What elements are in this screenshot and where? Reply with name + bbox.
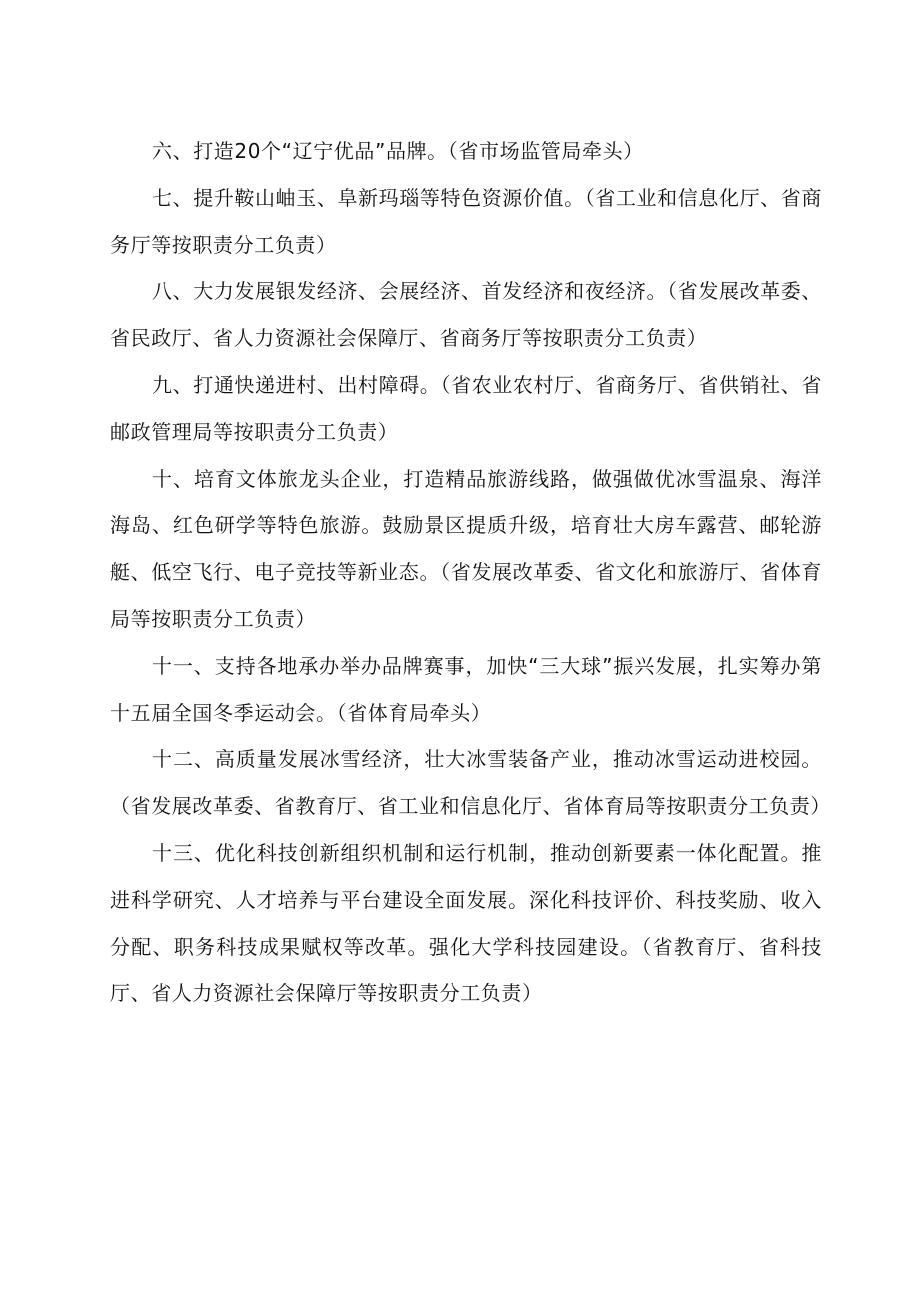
paragraph-item-12: 十二、高质量发展冰雪经济，壮大冰雪装备产业，推动冰雪运动进校园。（省发展改革委、省教育厅、省工业和信息化厅、省体育局等按职责分工负责） — [110, 747, 831, 819]
paragraph-item-8: 八、大力发展银发经济、会展经济、首发经济和夜经济。（省发展改革委、省民政厅、省人力资源社会保障厅、省商务厅等按职责分工负责） — [110, 279, 822, 351]
paragraph-item-13: 十三、优化科技创新组织机制和运行机制，推动创新要素一体化配置。推进科学研究、人才培养与平台建设全面发展。深化科技评价、科技奖励、收入分配、职务科技成果赋权等改革。强化大学科技园建设。（省教育厅、省科技厅、省人力资源社会保障厅等按职责分工负责） — [110, 840, 822, 1006]
paragraph-item-7: 七、提升鞍山岫玉、阜新玛瑙等特色资源价值。（省工业和信息化厅、省商务厅等按职责分工负责） — [110, 185, 822, 257]
paragraph-item-10: 十、培育文体旅龙头企业，打造精品旅游线路，做强做优冰雪温泉、海洋海岛、红色研学等特色旅游。鼓励景区提质升级，培育壮大房车露营、邮轮游艇、低空飞行、电子竞技等新业态。（省发展改革委、省文化和旅游厅、省体育局等按职责分工负责） — [110, 466, 822, 631]
paragraph-item-9: 九、打通快递进村、出村障碍。（省农业农村厅、省商务厅、省供销社、省邮政管理局等按职责分工负责） — [110, 372, 822, 444]
document-body — [110, 128, 831, 1017]
paragraph-item-11: 十一、支持各地承办举办品牌赛事，加快“三大球”振兴发展，扎实筹办第十五届全国冬季运动会。（省体育局牵头） — [110, 653, 822, 725]
paragraph-item-6: 六、打造20个“辽宁优品”品牌。（省市场监管局牵头） — [152, 139, 644, 163]
